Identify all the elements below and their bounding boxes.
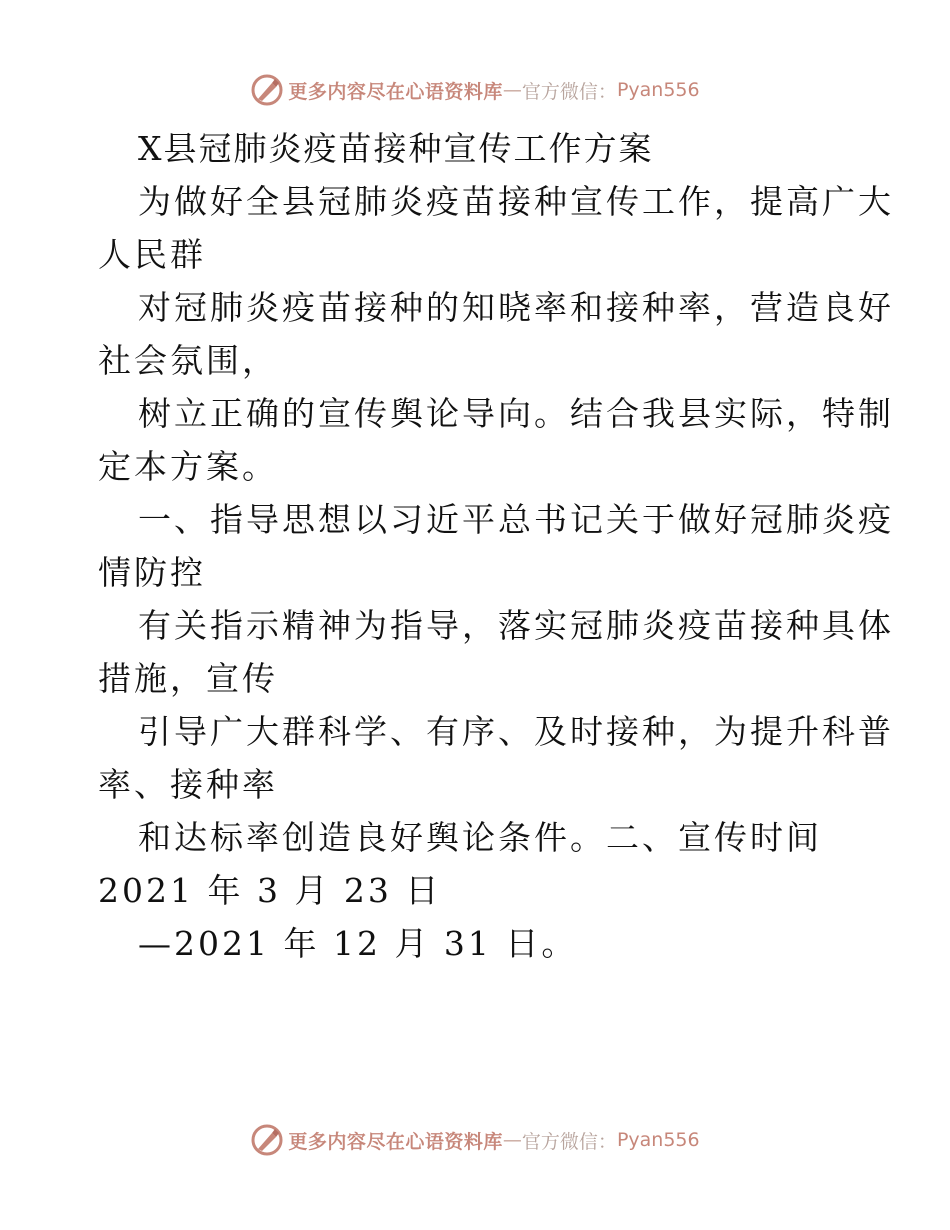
paragraph-line: 2021 年 3 月 23 日	[98, 871, 442, 910]
watermark-separator: —	[502, 1129, 522, 1151]
paragraph-line: 和达标率创造良好舆论条件。二、宣传时间	[138, 818, 822, 857]
watermark-main-text: 更多内容尽在心语资料库	[288, 80, 503, 103]
paragraph-line: 情防控	[98, 553, 206, 592]
paragraph-line: 人民群	[98, 235, 206, 274]
watermark-main-text: 更多内容尽在心语资料库	[288, 1130, 503, 1153]
paragraph-line: 一、指导思想以习近平总书记关于做好冠肺炎疫	[138, 500, 894, 539]
watermark-separator: —	[502, 79, 522, 101]
paragraph-line: 为做好全县冠肺炎疫苗接种宣传工作，提高广大	[138, 182, 894, 221]
paragraph-line: —2021 年 12 月 31 日。	[138, 924, 578, 963]
paragraph-line: 社会氛围，	[98, 341, 278, 380]
paragraph-line: 对冠肺炎疫苗接种的知晓率和接种率，营造良好	[138, 288, 894, 327]
paragraph-line: 引导广大群科学、有序、及时接种，为提升科普	[138, 712, 894, 751]
header-watermark	[0, 70, 950, 110]
paragraph-line: 措施，宣传	[98, 659, 278, 698]
watermark-wechat-label: 官方微信：	[521, 80, 617, 103]
document-title: X县冠肺炎疫苗接种宣传工作方案	[138, 129, 654, 168]
paragraph-line: 率、接种率	[98, 765, 278, 804]
pen-logo-icon	[250, 1123, 284, 1157]
footer-watermark	[0, 1120, 950, 1160]
paragraph-line: 定本方案。	[98, 447, 278, 486]
watermark-wechat-id: Pyan556	[616, 79, 700, 101]
paragraph-line: 树立正确的宣传舆论导向。结合我县实际，特制	[138, 394, 894, 433]
paragraph-line: 有关指示精神为指导，落实冠肺炎疫苗接种具体	[138, 606, 894, 645]
document-body	[98, 122, 894, 970]
watermark-wechat-label: 官方微信：	[521, 1130, 617, 1153]
watermark-wechat-id: Pyan556	[616, 1129, 700, 1151]
pen-logo-icon	[250, 73, 284, 107]
